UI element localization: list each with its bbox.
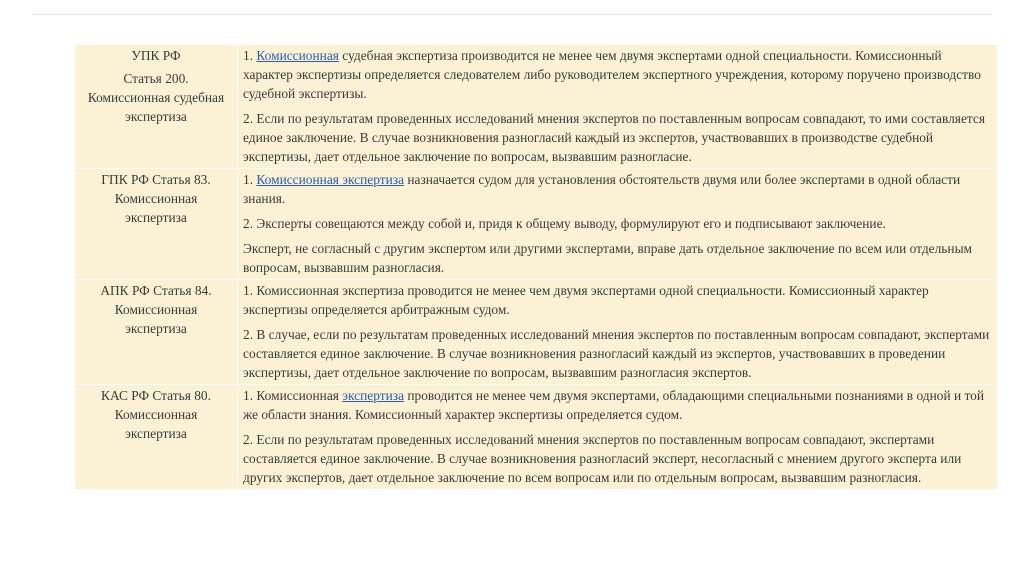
article-paragraph	[243, 386, 992, 424]
paragraph-text: 2. Эксперты совещаются между собой и, придя к общему выводу, формулируют его и подписывают заключение.	[243, 216, 886, 231]
article-text-cell	[238, 385, 998, 490]
code-article: ГПК РФ Статья 83.	[101, 172, 211, 187]
table-row	[75, 280, 998, 385]
top-divider	[32, 14, 992, 15]
article-text-cell	[238, 169, 998, 280]
paragraph-text: назначается судом для установления обстоятельств двумя или более экспертами в одной области знания.	[243, 172, 961, 206]
paragraph-text: 2. В случае, если по результатам проведенных исследований мнения экспертов по поставленным вопросам совпадают, экспертами составляется единое заключение. В случае возникновения разногласий каждый из экспертов, участвовавших в проведении экспертизы, дает отдельное заключение по вопросам, вызвавшим разногласия экспертов.	[243, 327, 990, 380]
article-paragraph	[243, 46, 992, 103]
table-row	[75, 45, 998, 169]
table-row	[75, 385, 998, 490]
paragraph-prefix: 1.	[243, 172, 257, 187]
paragraph-prefix: 1.	[243, 48, 257, 63]
article-title-line: экспертиза	[125, 109, 187, 124]
paragraph-text: судебная экспертиза производится не менее чем двумя экспертами одной специальности. Комиссионный характер экспертизы определяется следователем либо руководителем экспертного учреждения, которому поручено производство судебной экспертизы.	[243, 48, 981, 101]
article-title-line: экспертиза	[125, 210, 187, 225]
article-text-cell	[238, 280, 998, 385]
article-paragraph	[243, 109, 992, 166]
paragraph-text: 1. Комиссионная экспертиза проводится не менее чем двумя экспертами одной специальности. Комиссионный характер экспертизы определяется арбитражным судом.	[243, 283, 929, 317]
term-link[interactable]: Комиссионная	[256, 48, 339, 63]
paragraph-text: 2. Если по результатам проведенных исследований мнения экспертов по поставленным вопросам совпадают, экспертами составляется единое заключение. В случае возникновения разногласий эксперт, несогласный с мнением другого эксперта или других экспертов, дает отдельное заключение по всем вопросам или по отдельным вопросам, вызвавшим разногласия.	[243, 432, 962, 485]
article-title-line: экспертиза	[125, 321, 187, 336]
article-paragraph	[243, 239, 992, 277]
article-text-cell	[238, 45, 998, 169]
code-cell	[75, 385, 238, 490]
article-paragraph	[243, 170, 992, 208]
article-paragraph	[243, 281, 992, 319]
paragraph-prefix: 1. Комиссионная	[243, 388, 343, 403]
term-link[interactable]: Комиссионная экспертиза	[256, 172, 405, 187]
article-paragraph	[243, 214, 992, 233]
code-article: АПК РФ Статья 84.	[100, 283, 212, 298]
expertise-comparison-table	[74, 44, 998, 490]
article-title-line: экспертиза	[125, 426, 187, 441]
article-paragraph	[243, 430, 992, 487]
article-title-line: Комиссионная	[114, 191, 198, 206]
code-cell	[75, 280, 238, 385]
code-cell	[75, 169, 238, 280]
code-name: УПК РФ	[131, 48, 181, 63]
term-link[interactable]: экспертиза	[342, 388, 405, 403]
article-paragraph	[243, 325, 992, 382]
article-title-line: Комиссионная судебная	[87, 90, 225, 105]
article-title-line: Комиссионная	[114, 407, 198, 422]
code-cell	[75, 45, 238, 169]
table-row	[75, 169, 998, 280]
article-number: Статья 200.	[123, 71, 189, 86]
paragraph-text: проводится не менее чем двумя экспертами, обладающими специальными познаниями в одной и той же области знания. Комиссионный характер экспертизы определяется судом.	[243, 388, 985, 422]
article-title-line: Комиссионная	[114, 302, 198, 317]
paragraph-text: Эксперт, не согласный с другим экспертом или другими экспертами, вправе дать отдельное заключение по всем или отдельным вопросам, вызвавшим разногласия.	[243, 241, 973, 275]
code-article: КАС РФ Статья 80.	[101, 388, 211, 403]
paragraph-text: 2. Если по результатам проведенных исследований мнения экспертов по поставленным вопросам совпадают, то ими составляется единое заключение. В случае возникновения разногласий каждый из экспертов, участвовавших в производстве судебной экспертизы, дает отдельное заключение по вопросам, вызвавшим разногласие.	[243, 111, 986, 164]
